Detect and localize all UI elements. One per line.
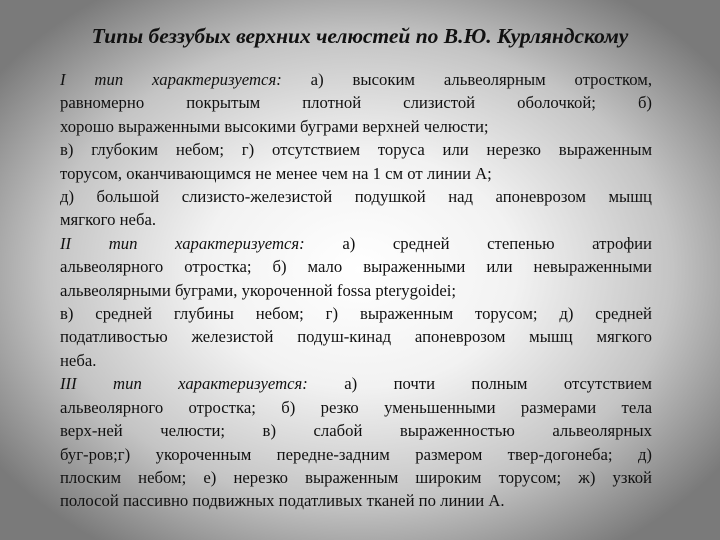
- text-line: альвеолярными буграми, укороченной fossa pterygoidei;: [60, 280, 456, 300]
- text-line: II тип характеризуется: а) средней степенью атрофии: [60, 233, 652, 253]
- text-line: мягкого неба.: [60, 210, 157, 230]
- text-line: полосой пассивно подвижных податливых тканей по линии А.: [60, 491, 505, 511]
- text-line: плоским небом; е) нерезко выраженным широким торусом; ж) узкой: [60, 467, 652, 487]
- text-line: неба.: [60, 350, 97, 370]
- text-body: [60, 68, 652, 513]
- text-line: в) глубоким небом; г) отсутствием торуса или нерезко выраженным: [60, 140, 652, 160]
- text-line: в) средней глубины небом; г) выраженным торусом; д) средней: [60, 304, 652, 324]
- text-line: хорошо выраженными высокими буграми верхней челюсти;: [60, 116, 489, 136]
- text-line: альвеолярного отростка; б) мало выраженными или невыраженными: [60, 257, 652, 277]
- type-heading: III тип характеризуется:: [60, 374, 308, 394]
- text-line: равномерно покрытым плотной слизистой оболочкой; б): [60, 93, 652, 113]
- type-heading: II тип характеризуется:: [60, 233, 305, 253]
- text-line: торусом, оканчивающимся не менее чем на 1 см от линии А;: [60, 163, 492, 183]
- text-line: буг-ров;г) укороченным передне-задним размером твер-догонеба; д): [60, 444, 652, 464]
- text-line: податливостью железистой подуш-кинад апоневрозом мышц мягкого: [60, 327, 652, 347]
- type-heading: I тип характеризуется:: [60, 70, 282, 89]
- text-line: III тип характеризуется: а) почти полным отсутствием: [60, 374, 652, 394]
- text-line: верх-ней челюсти; в) слабой выраженностью альвеолярных: [60, 421, 652, 441]
- text-line: альвеолярного отростка; б) резко уменьшенными размерами тела: [60, 397, 652, 417]
- text-line: д) большой слизисто-железистой подушкой над апоневрозом мышц: [60, 187, 652, 207]
- text-line: I тип характеризуется: а) высоким альвеолярным отростком,: [60, 70, 652, 89]
- slide-title: Типы беззубых верхних челюстей по В.Ю. Курляндскому: [91, 24, 629, 48]
